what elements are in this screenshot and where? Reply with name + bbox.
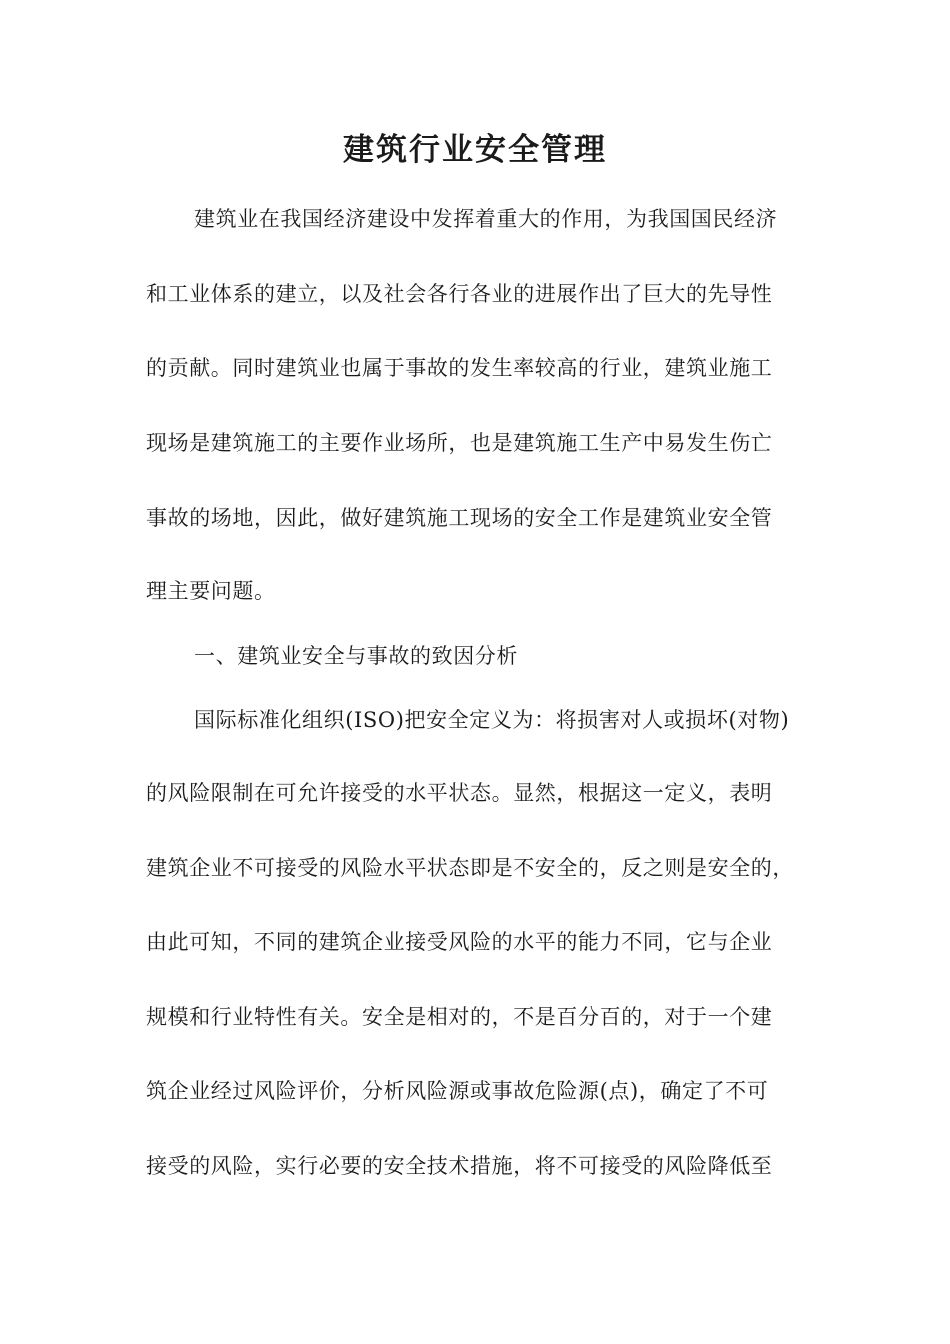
paragraph-line: 筑企业经过风险评价，分析风险源或事故危险源(点)，确定了不可 bbox=[146, 1079, 769, 1103]
document-title: 建筑行业安全管理 bbox=[343, 132, 607, 168]
paragraph-line: 建筑企业不可接受的风险水平状态即是不安全的，反之则是安全的， bbox=[146, 856, 794, 880]
paragraph-line: 和工业体系的建立，以及社会各行各业的进展作出了巨大的先导性 bbox=[146, 282, 773, 306]
paragraph-line: 的风险限制在可允许接受的水平状态。显然，根据这一定义，表明 bbox=[146, 781, 773, 805]
paragraph-line: 现场是建筑施工的主要作业场所，也是建筑施工生产中易发生伤亡 bbox=[146, 431, 773, 455]
paragraph-line: 建筑业在我国经济建设中发挥着重大的作用，为我国国民经济 bbox=[194, 207, 778, 231]
paragraph-line: 规模和行业特性有关。安全是相对的，不是百分百的，对于一个建 bbox=[146, 1005, 773, 1029]
section-heading: 一、建筑业安全与事故的致因分析 bbox=[194, 644, 518, 668]
paragraph-line: 接受的风险，实行必要的安全技术措施，将不可接受的风险降低至 bbox=[146, 1154, 773, 1178]
paragraph-line: 由此可知，不同的建筑企业接受风险的水平的能力不同，它与企业 bbox=[146, 930, 773, 954]
paragraph-line: 事故的场地，因此，做好建筑施工现场的安全工作是建筑业安全管 bbox=[146, 506, 773, 530]
paragraph-line: 国际标准化组织(ISO)把安全定义为：将损害对人或损坏(对物) bbox=[194, 708, 790, 732]
paragraph-line: 理主要问题。 bbox=[146, 579, 276, 603]
paragraph-line: 的贡献。同时建筑业也属于事故的发生率较高的行业，建筑业施工 bbox=[146, 356, 773, 380]
